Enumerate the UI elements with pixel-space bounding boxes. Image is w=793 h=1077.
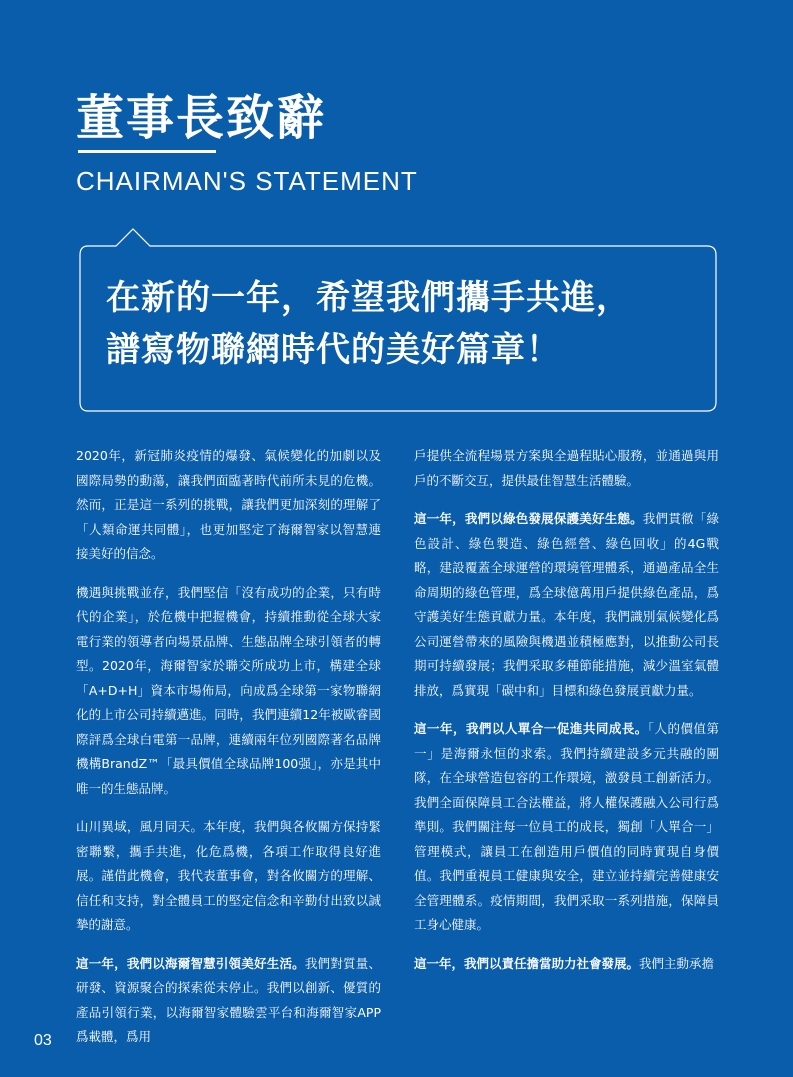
page-number: 03 xyxy=(34,1032,52,1049)
callout-line-1: 在新的一年，希望我們攜手共進， xyxy=(106,278,631,318)
paragraph-lead: 這一年，我們以責任擔當助力社會發展。 xyxy=(414,955,640,971)
paragraph: 機遇與挑戰並存，我們堅信「沒有成功的企業，只有時代的企業」，於危機中把握機會，持續推動從全球大家電行業的領導者向場景品牌、生態品牌全球引領者的轉型。2020年，海爾智家於聯交所成功上市，構建全球「A+D+H」資本市場佈局，向成爲全球第一家物聯網化的上市公司持續邁進。同時，我們連續12年被歐睿國際評爲全球白電第一品牌，連續兩年位列國際著名品牌機構BrandZ™「最具價值全球品牌100强」，亦是其中唯一的生態品牌。 xyxy=(76,584,381,796)
paragraph-body: 我們主動承擔 xyxy=(639,955,715,971)
paragraph: 山川異域，風月同天。本年度，我們與各攸關方保持緊密聯繫，攜手共進，化危爲機，各項工作取得良好進展。謹借此機會，我代表董事會，對各攸關方的理解、信任和支持，對全體員工的堅定信念和辛勤付出致以誠摯的謝意。 xyxy=(76,819,381,932)
callout-line-2: 譜寫物聯網時代的美好篇章！ xyxy=(106,330,561,370)
callout-quote xyxy=(106,272,706,376)
paragraph xyxy=(76,952,381,1050)
paragraph: 2020年，新冠肺炎疫情的爆發、氣候變化的加劇以及國際局勢的動蕩，讓我們面臨著時代前所未見的危機。然而，正是這一系列的挑戰，讓我們更加深刻的理解了「人類命運共同體」，也更加堅定了海爾智家以智慧連接美好的信念。 xyxy=(76,448,381,561)
paragraph-body: 我們貫徹「綠色設計、綠色製造、綠色經營、綠色回收」的4G戰略，建設覆蓋全球運營的環境管理體系，通過產品全生命周期的綠色管理，爲全球億萬用戶提供綠色產品，爲守護美好生態貢獻力量。本年度，我們識別氣候變化爲公司運營帶來的風險與機遇並積極應對，以推動公司長期可持續發展；我們采取多種節能措施，減少溫室氣體排放，爲實現「碳中和」目標和綠色發展貢獻力量。 xyxy=(414,511,719,698)
paragraph-body: 我們對質量、研發、資源聚合的探索從未停止。我們以創新、優質的產品引領行業，以海爾智家體驗雲平台和海爾智家APP爲載體，爲用 xyxy=(76,955,381,1044)
paragraph-body: 「人的價值第一」是海爾永恒的求索。我們持續建設多元共融的團隊，在全球營造包容的工作環境，激發員工創新活力。我們全面保障員工合法權益，將人權保護融入公司行爲準則。我們關注每一位員工的成長，獨創「人單合一」管理模式，讓員工在創造用戶價值的同時實現自身價值。我們重視員工健康與安全，建立並持續完善健康安全管理體系。疫情期間，我們采取一系列措施，保障員工身心健康。 xyxy=(414,721,719,932)
paragraph-lead: 這一年，我們以海爾智慧引領美好生活。 xyxy=(76,955,305,971)
page-subtitle: CHAIRMAN'S STATEMENT xyxy=(76,166,418,196)
paragraph xyxy=(414,717,719,938)
paragraph-lead: 這一年，我們以綠色發展保護美好生態。 xyxy=(414,511,643,526)
paragraph: 戶提供全流程場景方案與全過程貼心服務，並通過與用戶的不斷交互，提供最佳智慧生活體驗。 xyxy=(414,448,719,488)
page-title: 董事長致辭 xyxy=(76,90,327,146)
paragraph xyxy=(414,507,719,703)
right-column xyxy=(414,444,719,990)
left-column xyxy=(76,444,381,1064)
paragraph-lead: 這一年，我們以人單合一促進共同成長。 xyxy=(414,721,648,736)
paragraph xyxy=(414,952,719,977)
